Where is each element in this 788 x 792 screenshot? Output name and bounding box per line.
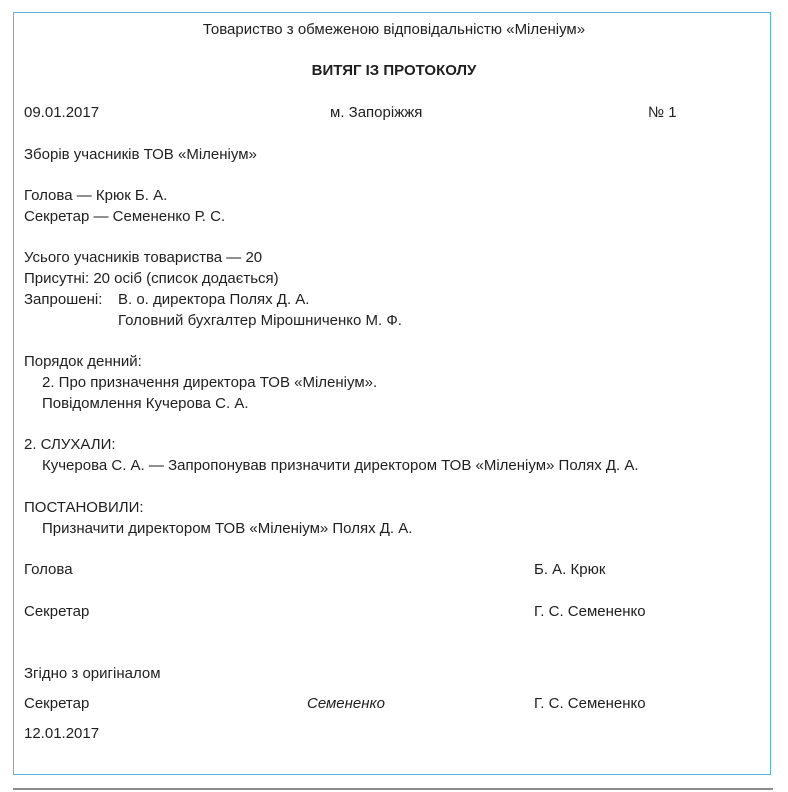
invited-item: Головний бухгалтер Мірошниченко М. Ф. bbox=[118, 312, 402, 329]
total-members-line: Усього учасників товариства — 20 bbox=[24, 249, 263, 266]
certified-copy-label: Згідно з оригіналом bbox=[24, 665, 161, 682]
invited-label: Запрошені: bbox=[24, 291, 103, 308]
bottom-divider bbox=[13, 788, 773, 790]
document-number: № 1 bbox=[648, 104, 677, 121]
signature-chair-title: Голова bbox=[24, 561, 73, 578]
organization-name: Товариство з обмеженою відповідальністю «Міленіум» bbox=[202, 21, 586, 38]
certification-signature: Семененко bbox=[307, 695, 385, 712]
agenda-label: Порядок денний: bbox=[24, 353, 142, 370]
certification-title: Секретар bbox=[24, 695, 90, 712]
resolved-text: Призначити директором ТОВ «Міленіум» Полях Д. А. bbox=[42, 520, 413, 537]
certification-name: Г. С. Семененко bbox=[534, 695, 646, 712]
chair-line: Голова — Крюк Б. А. bbox=[24, 187, 168, 204]
meeting-name: Зборів учасників ТОВ «Міленіум» bbox=[24, 146, 257, 163]
certification-date: 12.01.2017 bbox=[24, 725, 100, 742]
resolved-label: ПОСТАНОВИЛИ: bbox=[24, 499, 144, 516]
invited-item: В. о. директора Полях Д. А. bbox=[118, 291, 310, 308]
present-line: Присутні: 20 осіб (список додається) bbox=[24, 270, 279, 287]
agenda-report: Повідомлення Кучерова С. А. bbox=[42, 395, 249, 412]
signature-secretary-name: Г. С. Семененко bbox=[534, 603, 646, 620]
document-date: 09.01.2017 bbox=[24, 104, 100, 121]
agenda-item: 2. Про призначення директора ТОВ «Міленіум». bbox=[42, 374, 378, 391]
signature-secretary-title: Секретар bbox=[24, 603, 90, 620]
secretary-line: Секретар — Семененко Р. С. bbox=[24, 208, 226, 225]
signature-chair-name: Б. А. Крюк bbox=[534, 561, 606, 578]
document-title: ВИТЯГ ІЗ ПРОТОКОЛУ bbox=[311, 62, 477, 79]
document-place: м. Запоріжжя bbox=[330, 104, 423, 121]
heard-text: Кучерова С. А. — Запропонував призначити директором ТОВ «Міленіум» Полях Д. А. bbox=[42, 457, 639, 474]
heard-label: 2. СЛУХАЛИ: bbox=[24, 436, 116, 453]
